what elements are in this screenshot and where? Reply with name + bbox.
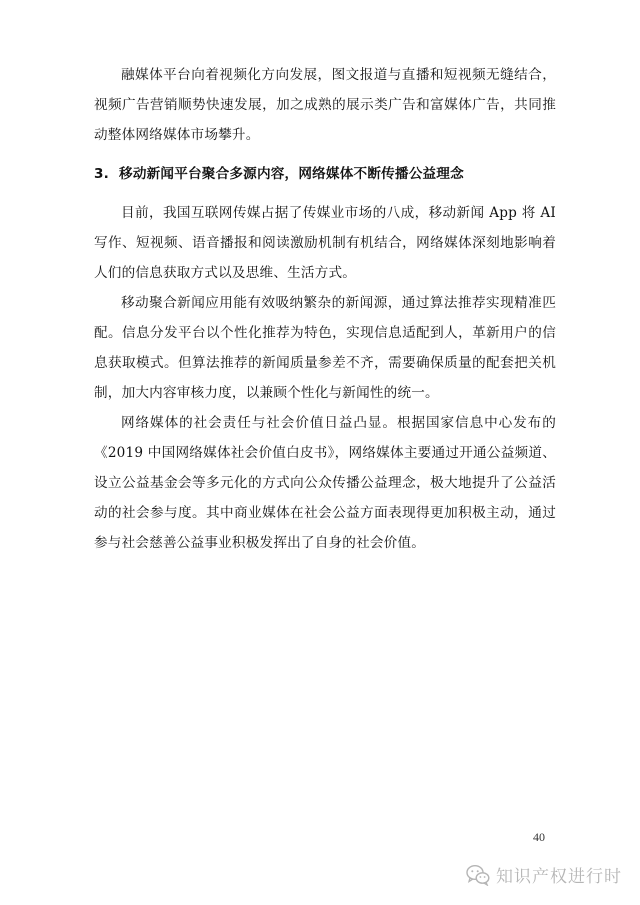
- page-content: [94, 60, 556, 558]
- section-number: 3.: [94, 166, 110, 182]
- watermark: [466, 862, 622, 887]
- paragraph-3: 网络媒体的社会责任与社会价值日益凸显。根据国家信息中心发布的《2019 中国网络媒体社会价值白皮书》，网络媒体主要通过开通公益频道、设立公益基金会等多元化的方式向公众传播公益理念，极大地提升了公益活动的社会参与度。其中商业媒体在社会公益方面表现得更加积极主动，通过参与社会慈善公益事业积极发挥出了自身的社会价值。: [94, 415, 556, 551]
- section-heading: [94, 159, 556, 189]
- watermark-text: 知识产权进行时: [496, 867, 622, 887]
- paragraph-2: 移动聚合新闻应用能有效吸纳繁杂的新闻源，通过算法推荐实现精准匹配。信息分发平台以个性化推荐为特色，实现信息适配到人，革新用户的信息获取模式。但算法推荐的新闻质量参差不齐，需要确保质量的配套把关机制，加大内容审核力度，以兼顾个性化与新闻性的统一。: [94, 295, 556, 401]
- paragraph-1: 目前，我国互联网传媒占据了传媒业市场的八成，移动新闻 App 将 AI 写作、短视频、语音播报和阅读激励机制有机结合，网络媒体深刻地影响着人们的信息获取方式以及思维、生活方式。: [94, 205, 556, 281]
- section-title: 移动新闻平台聚合多源内容，网络媒体不断传播公益理念: [119, 166, 464, 182]
- paragraph-intro: 融媒体平台向着视频化方向发展，图文报道与直播和短视频无缝结合，视频广告营销顺势快速发展，加之成熟的展示类广告和富媒体广告，共同推动整体网络媒体市场攀升。: [94, 67, 556, 143]
- page-number: 40: [533, 830, 545, 844]
- wechat-icon: [466, 864, 490, 886]
